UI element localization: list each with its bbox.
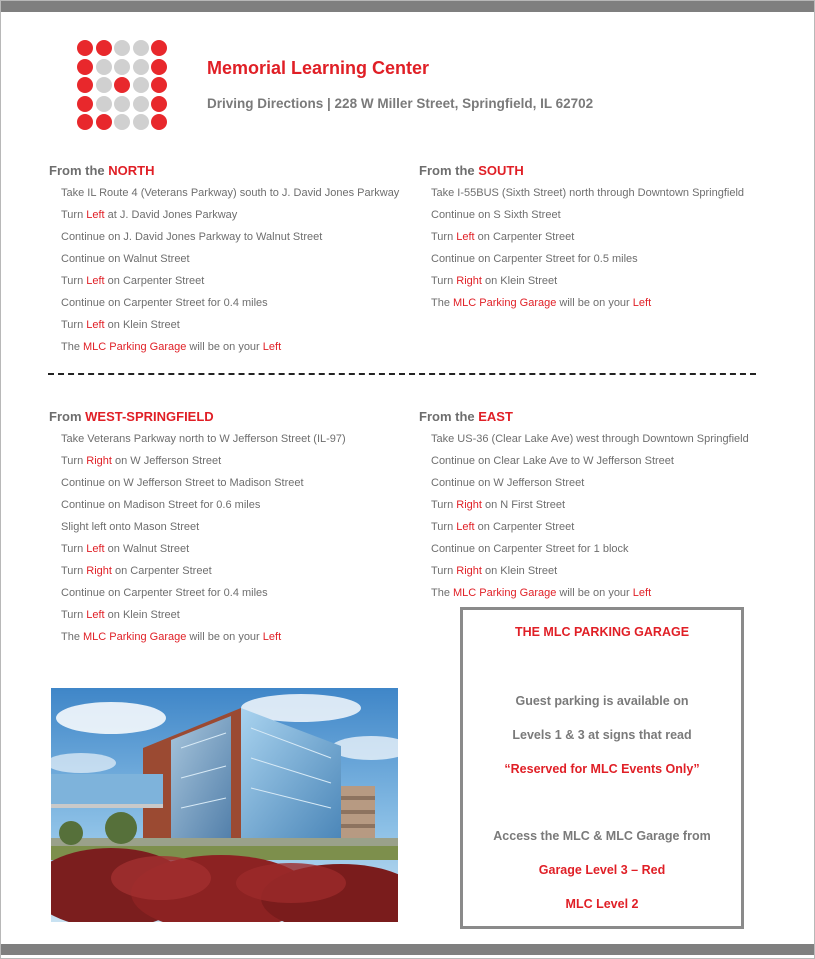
logo-dot (96, 96, 112, 112)
direction-step (61, 275, 399, 297)
highlight-text: Left (262, 341, 282, 353)
direction-step (61, 543, 346, 565)
highlight-text: Left (86, 209, 105, 221)
logo-dot (114, 40, 130, 56)
direction-step (431, 433, 749, 455)
logo-dot (96, 40, 112, 56)
step-text: will be on your (556, 587, 633, 599)
heading-prefix: From the (49, 163, 109, 178)
logo-dot (96, 59, 112, 75)
directions-from-south (419, 163, 744, 319)
step-text: will be on your (556, 297, 633, 309)
step-text: on Walnut Street (104, 543, 190, 555)
logo-dot (114, 114, 130, 130)
highlight-text: MLC Parking Garage (453, 587, 557, 599)
section-heading (49, 163, 399, 178)
step-text: on N First Street (481, 499, 566, 511)
heading-prefix: From (49, 409, 86, 424)
step-text: Turn (431, 275, 457, 287)
direction-step (431, 499, 749, 521)
step-text: on Klein Street (104, 609, 180, 621)
heading-prefix: From the (419, 163, 479, 178)
step-text: Turn (61, 565, 87, 577)
step-text: on Carpenter Street (474, 521, 575, 533)
logo-dot (114, 96, 130, 112)
step-text: Continue on Clear Lake Ave to W Jefferson Street (431, 455, 674, 467)
logo-dot (114, 59, 130, 75)
direction-step (61, 587, 346, 609)
heading-direction: EAST (478, 409, 513, 424)
highlight-text: Right (86, 565, 112, 577)
step-text: on Carpenter Street (111, 565, 212, 577)
step-text: will be on your (186, 341, 263, 353)
step-text: Continue on Carpenter Street for 0.4 miles (61, 587, 268, 599)
step-text: on Carpenter Street (474, 231, 575, 243)
dashed-divider (48, 373, 756, 375)
direction-step (431, 587, 749, 609)
direction-step (61, 499, 346, 521)
highlight-text: Right (86, 455, 112, 467)
garage-box-line: Access the MLC & MLC Garage from (493, 829, 711, 843)
direction-step (61, 455, 346, 477)
section-heading (419, 163, 744, 178)
highlight-text: Left (632, 297, 652, 309)
logo-dot (133, 59, 149, 75)
step-text: Continue on W Jefferson Street to Madison Street (61, 477, 304, 489)
section-heading (419, 409, 749, 424)
heading-direction: NORTH (108, 163, 155, 178)
step-text: Turn (431, 565, 457, 577)
direction-step (61, 209, 399, 231)
step-text: Turn (431, 499, 457, 511)
top-bar (1, 1, 814, 12)
direction-step (61, 297, 399, 319)
directions-from-west-springfield (49, 409, 346, 653)
step-text: Slight left onto Mason Street (61, 521, 200, 533)
step-text: Turn (61, 209, 87, 221)
highlight-text: Right (456, 565, 482, 577)
highlight-text: Left (632, 587, 652, 599)
heading-prefix: From the (419, 409, 479, 424)
directions-from-east (419, 409, 749, 609)
highlight-text: Left (456, 231, 475, 243)
logo-dot (151, 114, 167, 130)
steps-list (49, 187, 399, 363)
direction-step (61, 253, 399, 275)
direction-step (431, 455, 749, 477)
step-text: Continue on Walnut Street (61, 253, 190, 265)
highlight-text: Right (456, 499, 482, 511)
step-text: The (61, 631, 84, 643)
garage-box-line: Levels 1 & 3 at signs that read (512, 728, 692, 742)
direction-step (61, 187, 399, 209)
logo-dot (77, 96, 93, 112)
logo-dot (133, 40, 149, 56)
page-title: Memorial Learning Center (207, 58, 430, 78)
step-text: The (61, 341, 84, 353)
step-text: on W Jefferson Street (111, 455, 222, 467)
step-text: Continue on Madison Street for 0.6 miles (61, 499, 261, 511)
step-text: on Klein Street (481, 275, 558, 287)
direction-step (431, 187, 744, 209)
logo-dot (77, 40, 93, 56)
direction-step (431, 543, 749, 565)
step-text: will be on your (186, 631, 263, 643)
logo-dot (77, 59, 93, 75)
steps-list (419, 187, 744, 319)
direction-step (61, 521, 346, 543)
directions-from-north (49, 163, 399, 363)
highlight-text: MLC Parking Garage (83, 631, 187, 643)
step-text: Turn (61, 319, 87, 331)
step-text: Take Veterans Parkway north to W Jefferson Street (IL-97) (61, 433, 346, 445)
garage-box-level: Garage Level 3 – Red (538, 863, 666, 877)
heading-direction: SOUTH (478, 163, 524, 178)
direction-step (61, 565, 346, 587)
step-text: Take US-36 (Clear Lake Ave) west through Downtown Springfield (431, 433, 749, 445)
steps-list (49, 433, 346, 653)
logo-dot (151, 77, 167, 93)
direction-step (61, 341, 399, 363)
building-illustration (51, 688, 398, 922)
section-heading (49, 409, 346, 424)
direction-step (431, 275, 744, 297)
step-text: Turn (431, 521, 457, 533)
highlight-text: Left (86, 319, 105, 331)
step-text: at J. David Jones Parkway (104, 209, 238, 221)
direction-step (431, 477, 749, 499)
direction-step (431, 297, 744, 319)
step-text: Continue on Carpenter Street for 1 block (431, 543, 629, 555)
direction-step (431, 521, 749, 543)
garage-box-title: THE MLC PARKING GARAGE (514, 625, 690, 639)
direction-step (431, 209, 744, 231)
heading-direction: WEST-SPRINGFIELD (85, 409, 214, 424)
step-text: on Klein Street (481, 565, 558, 577)
garage-box-sign-text: “Reserved for MLC Events Only” (504, 762, 700, 776)
highlight-text: Left (86, 543, 105, 555)
step-text: Turn (431, 231, 457, 243)
highlight-text: MLC Parking Garage (453, 297, 557, 309)
highlight-text: Left (262, 631, 282, 643)
step-text: The (431, 587, 454, 599)
step-text: The (431, 297, 454, 309)
mlc-logo (77, 40, 169, 132)
highlight-text: Left (86, 609, 105, 621)
step-text: Turn (61, 543, 87, 555)
step-text: Continue on J. David Jones Parkway to Walnut Street (61, 231, 323, 243)
step-text: on Klein Street (104, 319, 180, 331)
parking-garage-info-box (460, 607, 744, 929)
step-text: Take IL Route 4 (Veterans Parkway) south to J. David Jones Parkway (61, 187, 400, 199)
logo-dot (133, 114, 149, 130)
direction-step (61, 609, 346, 631)
steps-list (419, 433, 749, 609)
logo-dot (151, 96, 167, 112)
logo-dot (96, 77, 112, 93)
page-subtitle: Driving Directions | 228 W Miller Street, Springfield, IL 62702 (207, 96, 594, 111)
step-text: Turn (61, 275, 87, 287)
logo-dot (133, 77, 149, 93)
direction-step (431, 253, 744, 275)
logo-dot (96, 114, 112, 130)
direction-step (61, 477, 346, 499)
direction-step (431, 565, 749, 587)
logo-dot (77, 77, 93, 93)
highlight-text: Left (456, 521, 475, 533)
direction-step (61, 433, 346, 455)
direction-step (61, 631, 346, 653)
logo-dot (151, 40, 167, 56)
bottom-bar (1, 944, 814, 955)
direction-step (61, 231, 399, 253)
direction-step (431, 231, 744, 253)
highlight-text: MLC Parking Garage (83, 341, 187, 353)
garage-box-level: MLC Level 2 (565, 897, 639, 911)
garage-box-line: Guest parking is available on (515, 694, 689, 708)
direction-step (61, 319, 399, 341)
building-photo (51, 688, 398, 922)
logo-dot (133, 96, 149, 112)
step-text: Continue on Carpenter Street for 0.4 miles (61, 297, 268, 309)
highlight-text: Right (456, 275, 482, 287)
step-text: on Carpenter Street (104, 275, 205, 287)
logo-dot (114, 77, 130, 93)
step-text: Turn (61, 609, 87, 621)
logo-dot (77, 114, 93, 130)
step-text: Continue on S Sixth Street (431, 209, 561, 221)
step-text: Turn (61, 455, 87, 467)
step-text: Continue on W Jefferson Street (431, 477, 585, 489)
highlight-text: Left (86, 275, 105, 287)
step-text: Continue on Carpenter Street for 0.5 miles (431, 253, 638, 265)
step-text: Take I-55BUS (Sixth Street) north through Downtown Springfield (431, 187, 745, 199)
logo-dot (151, 59, 167, 75)
